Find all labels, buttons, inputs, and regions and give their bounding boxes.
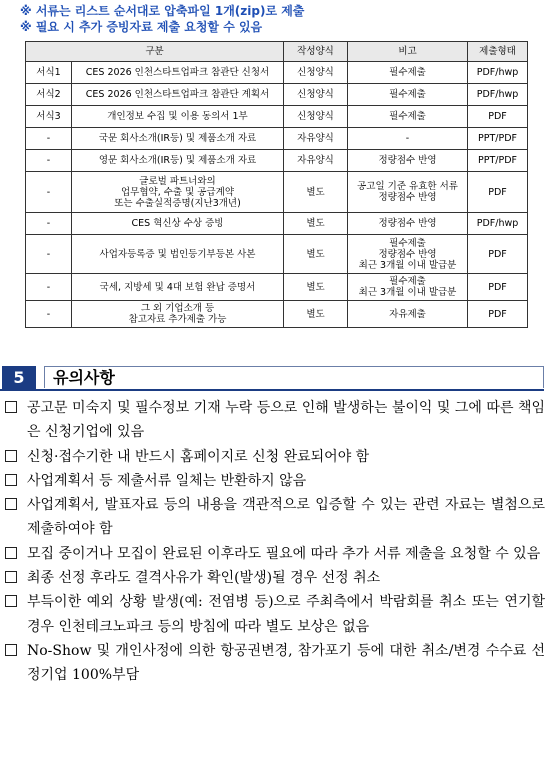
- list-item-text: No-Show 및 개인사정에 의한 항공권변경, 참가포기 등에 대한 취소/변경 수수료 선정기업 100%부담: [27, 642, 545, 684]
- list-item-text: 사업계획서 등 제출서류 일체는 반환하지 않음: [27, 472, 307, 489]
- list-item-text: 모집 중이거나 모집이 완료된 이후라도 필요에 따라 추가 서류 제출을 요청할 수 있음: [27, 545, 541, 562]
- table-row: [26, 235, 528, 274]
- checkbox-icon: [5, 498, 17, 510]
- table-row: [26, 213, 528, 235]
- list-item: [5, 639, 545, 688]
- row-format: PDF: [468, 172, 528, 213]
- section-header: [0, 363, 544, 391]
- row-id: -: [26, 172, 72, 213]
- checkbox-icon: [5, 644, 17, 656]
- row-document: 글로벌 파트너와의 업무협약, 수출 및 공급계약 또는 수출실적증명(지난3개년): [72, 172, 284, 213]
- row-remarks: 필수제출: [348, 106, 468, 128]
- checkbox-icon: [5, 474, 17, 486]
- list-item-text: 공고문 미숙지 및 필수정보 기재 누락 등으로 인해 발생하는 불이익 및 그에 따른 책임은 신청기업에 있음: [27, 400, 545, 441]
- list-item: [5, 542, 545, 566]
- list-item-text: 부득이한 예외 상황 발생(예: 전염병 등)으로 주최측에서 박람회를 취소 또는 연기할 경우 인천테크노파크 등의 방침에 따라 별도 보상은 없음: [27, 594, 545, 635]
- row-id: -: [26, 128, 72, 150]
- notice-list: [5, 396, 545, 688]
- row-format: PDF/hwp: [468, 62, 528, 84]
- list-item-text: 신청·접수기한 내 반드시 홈페이지로 신청 완료되어야 함: [27, 448, 370, 465]
- row-document: 국세, 지방세 및 4대 보험 완납 증명서: [72, 274, 284, 301]
- header-format: 제출형태: [468, 42, 528, 62]
- row-remarks: -: [348, 128, 468, 150]
- row-remarks: 정량점수 반영: [348, 213, 468, 235]
- row-form: 신청양식: [284, 84, 348, 106]
- row-remarks: 필수제출 정량점수 반영 최근 3개월 이내 발급분: [348, 235, 468, 274]
- row-id: 서식1: [26, 62, 72, 84]
- row-format: PDF: [468, 106, 528, 128]
- row-document: 개인정보 수집 및 이용 동의서 1부: [72, 106, 284, 128]
- row-document: 그 외 기업소개 등 참고자료 추가제출 가능: [72, 301, 284, 328]
- row-form: 자유양식: [284, 150, 348, 172]
- table-row: [26, 128, 528, 150]
- table-header-row: [26, 42, 528, 62]
- document-table: [25, 41, 528, 328]
- row-remarks: 자유제출: [348, 301, 468, 328]
- list-item: [5, 445, 545, 469]
- row-document: 영문 회사소개(IR등) 및 제품소개 자료: [72, 150, 284, 172]
- table-row: [26, 84, 528, 106]
- checkbox-icon: [5, 401, 17, 413]
- list-item: [5, 566, 545, 590]
- row-format: PDF: [468, 301, 528, 328]
- row-form: 신청양식: [284, 62, 348, 84]
- checkbox-icon: [5, 547, 17, 559]
- note-zip: ※ 서류는 리스트 순서대로 압축파일 1개(zip)로 제출: [20, 4, 305, 18]
- checkbox-icon: [5, 450, 17, 462]
- header-remarks: 비고: [348, 42, 468, 62]
- row-document: CES 2026 인천스타트업파크 참관단 신청서: [72, 62, 284, 84]
- row-form: 별도: [284, 301, 348, 328]
- checkbox-icon: [5, 571, 17, 583]
- section-title: 유의사항: [44, 366, 544, 388]
- header-category: 구분: [26, 42, 284, 62]
- list-item-text: 최종 선정 후라도 결격사유가 확인(발생)될 경우 선정 취소: [27, 570, 381, 587]
- table-row: [26, 274, 528, 301]
- row-form: 자유양식: [284, 128, 348, 150]
- row-format: PDF/hwp: [468, 213, 528, 235]
- row-form: 별도: [284, 235, 348, 274]
- row-remarks: 필수제출: [348, 84, 468, 106]
- header-form: 작성양식: [284, 42, 348, 62]
- row-format: PPT/PDF: [468, 150, 528, 172]
- row-id: -: [26, 235, 72, 274]
- row-id: -: [26, 150, 72, 172]
- row-format: PDF: [468, 274, 528, 301]
- row-remarks: 필수제출 최근 3개월 이내 발급분: [348, 274, 468, 301]
- row-format: PPT/PDF: [468, 128, 528, 150]
- list-item-text: 사업계획서, 발표자료 등의 내용을 객관적으로 입증할 수 있는 관련 자료는 별첨으로 제출하여야 함: [27, 497, 545, 538]
- row-form: 별도: [284, 172, 348, 213]
- row-remarks: 필수제출: [348, 62, 468, 84]
- table-row: [26, 150, 528, 172]
- section-number: 5: [2, 366, 36, 390]
- row-form: 별도: [284, 274, 348, 301]
- note-additional: ※ 필요 시 추가 증빙자료 제출 요청할 수 있음: [20, 20, 263, 34]
- list-item: [5, 396, 545, 445]
- table-row: [26, 301, 528, 328]
- list-item: [5, 590, 545, 639]
- table-row: [26, 62, 528, 84]
- row-form: 신청양식: [284, 106, 348, 128]
- row-remarks: 공고일 기준 유효한 서류 정량점수 반영: [348, 172, 468, 213]
- row-id: 서식2: [26, 84, 72, 106]
- row-id: -: [26, 301, 72, 328]
- list-item: [5, 493, 545, 542]
- row-document: 사업자등록증 및 법인등기부등본 사본: [72, 235, 284, 274]
- submission-notes: [20, 3, 304, 35]
- checkbox-icon: [5, 595, 17, 607]
- table-row: [26, 106, 528, 128]
- row-id: -: [26, 274, 72, 301]
- row-form: 별도: [284, 213, 348, 235]
- row-format: PDF: [468, 235, 528, 274]
- list-item: [5, 469, 545, 493]
- table-row: [26, 172, 528, 213]
- row-document: 국문 회사소개(IR등) 및 제품소개 자료: [72, 128, 284, 150]
- row-document: CES 혁신상 수상 증빙: [72, 213, 284, 235]
- row-id: -: [26, 213, 72, 235]
- row-format: PDF/hwp: [468, 84, 528, 106]
- row-remarks: 정량점수 반영: [348, 150, 468, 172]
- row-document: CES 2026 인천스타트업파크 참관단 계획서: [72, 84, 284, 106]
- row-id: 서식3: [26, 106, 72, 128]
